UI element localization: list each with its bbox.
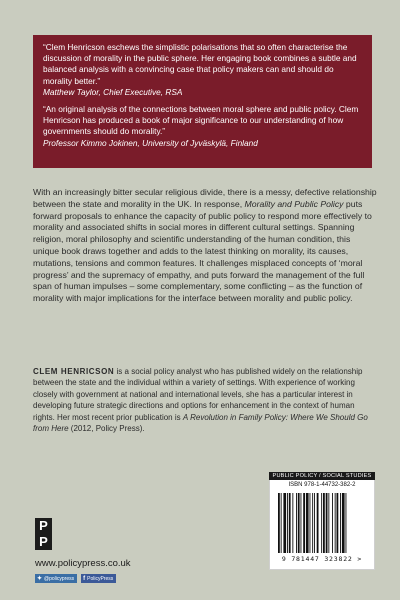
isbn-number: ISBN 978-1-44732-382-2 xyxy=(288,482,356,488)
barcode-bar xyxy=(301,493,302,553)
barcode-bar xyxy=(312,493,313,553)
barcode-bar xyxy=(314,493,315,553)
endorsement-box xyxy=(33,35,372,168)
barcode-bar xyxy=(310,493,311,553)
facebook-badge[interactable] xyxy=(81,574,116,583)
quote-1-text: “Clem Henricson eschews the simplistic polarisations that so often characterise the discussion of morality in the public sphere. Her engaging book combines a subtle and balanced analysis with a convincing case that policy makers can and should do morality better.” xyxy=(43,42,357,86)
book-title: Morality and Public Policy xyxy=(244,198,344,209)
barcode-bar xyxy=(332,493,333,553)
barcode-bar xyxy=(340,493,341,553)
barcode-bar xyxy=(289,493,291,553)
social-links xyxy=(35,574,116,583)
isbn-panel xyxy=(269,472,375,570)
quote-2-attribution: Professor Kimmo Jokinen, University of Jyväskylä, Finland xyxy=(43,137,258,148)
barcode-bar xyxy=(281,493,282,553)
barcode-bar xyxy=(298,493,300,553)
description-intro: With an increasingly bitter secular religious divide, there is a messy, defective relationship between the state and morality in the UK. In response, xyxy=(33,187,377,209)
barcode-bar xyxy=(278,493,280,553)
facebook-handle: PolicyPress xyxy=(87,575,114,582)
barcode-bar xyxy=(337,493,339,553)
twitter-badge[interactable] xyxy=(35,574,77,583)
author-name: CLEM HENRICSON xyxy=(33,367,115,376)
barcode-bar xyxy=(296,493,297,553)
barcode-bar xyxy=(321,493,322,553)
book-description xyxy=(33,187,378,305)
prior-publication-title: A Revolution in Family Policy: Where We Should Go from Here xyxy=(33,412,368,434)
barcode-bar xyxy=(317,493,319,553)
barcode-bar xyxy=(335,493,336,553)
twitter-handle: @policypress xyxy=(44,575,75,582)
barcode-bar xyxy=(303,493,305,553)
barcode-bar xyxy=(326,493,328,553)
barcode-bar xyxy=(287,493,288,553)
barcode-bar xyxy=(323,493,325,553)
author-bio xyxy=(33,366,378,434)
category-label: PUBLIC POLICY / SOCIAL STUDIES xyxy=(269,472,375,480)
twitter-icon: ✦ xyxy=(37,576,43,582)
quote-2-text: “An original analysis of the connections between moral sphere and public policy. Clem Henricson has produced a book of major significance to our understanding of how governments should do morality.” xyxy=(43,104,359,137)
logo-letter-bottom: P xyxy=(39,534,48,549)
barcode-number: 9 781447 323822 > xyxy=(281,555,363,563)
quote-1-attribution: Matthew Taylor, Chief Executive, RSA xyxy=(43,86,183,97)
barcode-bar xyxy=(346,493,347,553)
facebook-icon: f xyxy=(83,575,86,582)
barcode-bar xyxy=(306,493,309,553)
description-body: puts forward proposals to enhance the capacity of public policy to respond more effectively to morality and associated shifts in social mores in different cultural settings. Spanning religion, moral philosophy and scientific understanding of the human condition, this unique book draws together and adds to the latest thinking on morality, its causes, mutations, tensions and common features. It challenges misplaced concepts of ‘moral progress’ and the supremacy of empathy, and puts forward the management of the full span of human impulses – some complementary, some conflicting – as the function of morality with major implications for the interface between morality and public policy. xyxy=(33,198,372,304)
barcode-bar xyxy=(292,493,293,553)
bio-text: is a social policy analyst who has published widely on the relationship between the state and the individual within a variety of settings. With experience of working closely with government at national and international levels, she has a particular interest in developing future strategic directions and options for enhancement in the context of human rights. Her most recent prior publication is xyxy=(33,367,363,422)
barcode-box xyxy=(269,480,375,570)
publisher-url[interactable]: www.policypress.co.uk xyxy=(35,558,131,569)
barcode-bar xyxy=(283,493,286,553)
policy-press-logo xyxy=(35,518,52,550)
barcode-bar xyxy=(342,493,345,553)
barcode xyxy=(278,493,368,553)
prior-publication-detail: (2012, Policy Press). xyxy=(68,424,145,434)
logo-letter-top: P xyxy=(39,518,48,533)
barcode-bar xyxy=(328,493,329,553)
